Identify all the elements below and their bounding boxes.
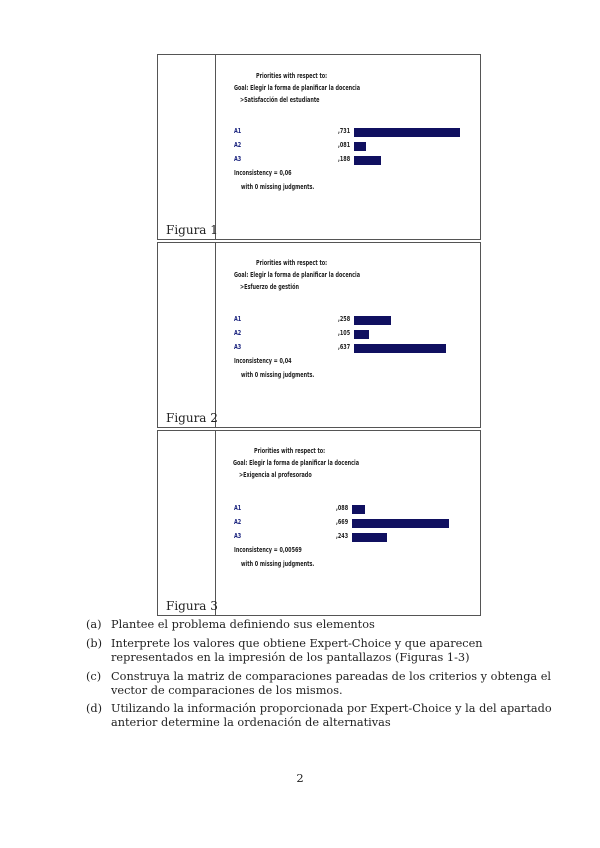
figure-2 <box>157 242 481 428</box>
alternative-label: A1 <box>234 127 242 135</box>
figure-label: Figura 2 <box>166 411 218 425</box>
priority-value: ,081 <box>338 141 351 149</box>
criterion-text: >Satisfacción del estudiante <box>240 96 320 104</box>
expert-choice-output <box>158 431 480 615</box>
inconsistency-text: Inconsistency = 0,06 <box>234 169 292 177</box>
alternative-label: A2 <box>234 518 242 526</box>
priority-value: ,637 <box>338 343 351 351</box>
priority-value: ,669 <box>336 518 349 526</box>
figure-1 <box>157 54 481 240</box>
missing-judgments-text: with 0 missing judgments. <box>241 183 315 191</box>
inconsistency-text: Inconsistency = 0,04 <box>234 357 292 365</box>
question-b <box>86 637 564 665</box>
priority-bar <box>352 533 387 542</box>
figure-label: Figura 1 <box>166 223 218 237</box>
question-text: Construya la matriz de comparaciones pareadas de los criterios y obtenga el vector de comparaciones de los mismos. <box>111 670 552 697</box>
priority-value: ,243 <box>336 532 349 540</box>
question-text: Utilizando la información proporcionada por Expert-Choice y la del apartado anterior determine la ordenación de alternativas <box>111 702 552 729</box>
priority-bar <box>352 505 365 514</box>
question-letter: (d) <box>86 702 103 715</box>
question-c <box>86 670 564 698</box>
goal-text: Goal: Elegir la forma de planificar la docencia <box>234 84 361 92</box>
question-letter: (a) <box>86 618 102 631</box>
priorities-title: Priorities with respect to: <box>254 447 326 455</box>
priority-bar <box>354 142 366 151</box>
alternative-label: A3 <box>234 155 242 163</box>
missing-judgments-text: with 0 missing judgments. <box>241 560 315 568</box>
missing-judgments-text: with 0 missing judgments. <box>241 371 315 379</box>
priority-bar <box>354 344 446 353</box>
inconsistency-text: Inconsistency = 0,00569 <box>234 546 302 554</box>
page-number: 2 <box>296 771 304 785</box>
priority-value: ,105 <box>338 329 351 337</box>
alternative-label: A1 <box>234 315 242 323</box>
question-letter: (c) <box>86 670 102 683</box>
priority-bar <box>354 128 460 137</box>
priority-value: ,088 <box>336 504 349 512</box>
priority-value: ,258 <box>338 315 351 323</box>
question-a <box>86 618 564 632</box>
figures-table <box>157 54 481 618</box>
question-text: Plantee el problema definiendo sus elementos <box>111 618 375 631</box>
expert-choice-output <box>158 55 480 239</box>
alternative-label: A2 <box>234 141 242 149</box>
question-text: Interprete los valores que obtiene Expert-Choice y que aparecen representados en la impresión de los pantallazos (Figuras 1-3) <box>111 637 483 664</box>
alternative-label: A2 <box>234 329 242 337</box>
alternative-label: A3 <box>234 532 242 540</box>
criterion-text: >Exigencia al profesorado <box>239 471 312 479</box>
priority-bar <box>354 156 381 165</box>
priority-value: ,188 <box>338 155 351 163</box>
goal-text: Goal: Elegir la forma de planificar la docencia <box>234 271 361 279</box>
goal-text: Goal: Elegir la forma de planificar la docencia <box>233 459 360 467</box>
priority-value: ,731 <box>338 127 351 135</box>
expert-choice-output <box>158 243 480 427</box>
alternative-label: A3 <box>234 343 242 351</box>
priority-bar <box>352 519 449 528</box>
alternative-label: A1 <box>234 504 242 512</box>
priorities-title: Priorities with respect to: <box>256 72 328 80</box>
question-d <box>86 702 564 730</box>
question-letter: (b) <box>86 637 103 650</box>
figure-3 <box>157 430 481 616</box>
criterion-text: >Esfuerzo de gestión <box>240 283 299 291</box>
priority-bar <box>354 316 391 325</box>
priorities-title: Priorities with respect to: <box>256 259 328 267</box>
figure-label: Figura 3 <box>166 599 218 613</box>
priority-bar <box>354 330 369 339</box>
